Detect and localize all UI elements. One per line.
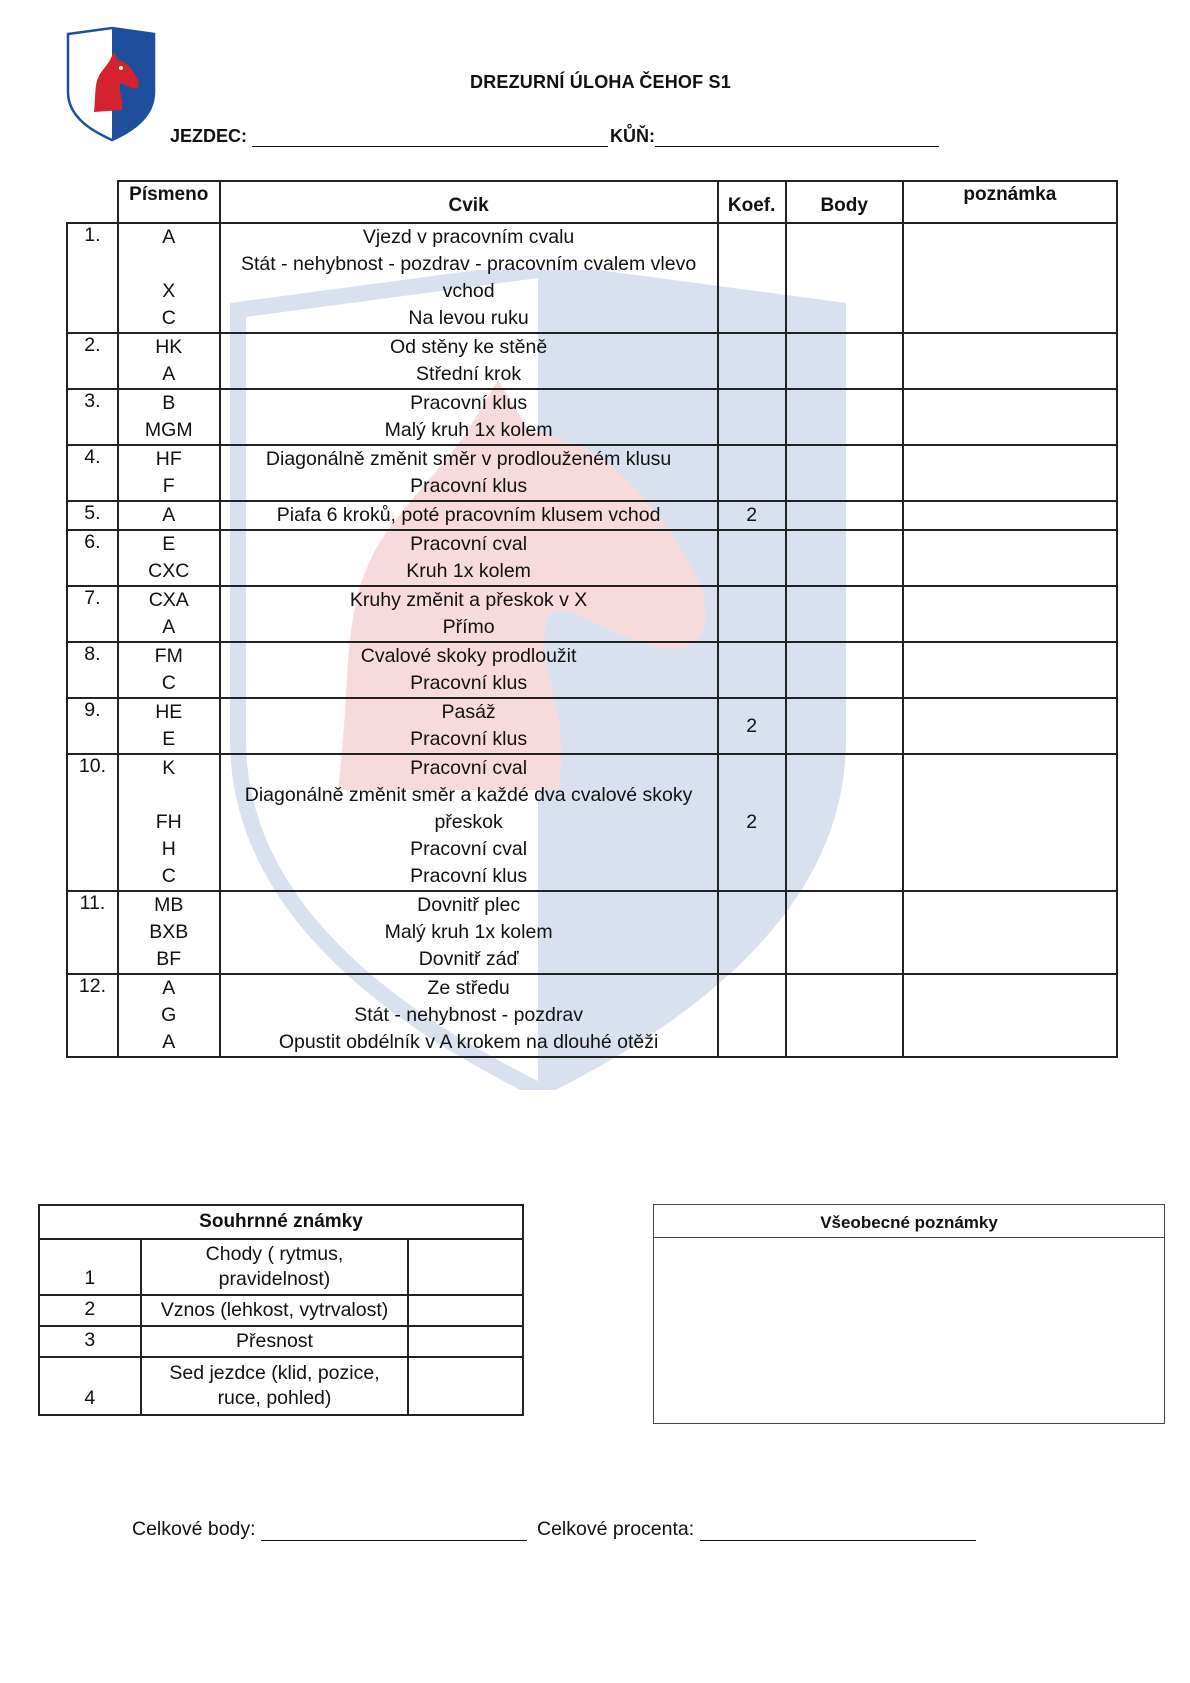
exercise-text: Cvalové skoky prodloužit [360,645,577,667]
arena-letter: FH [155,811,182,833]
arena-letter: A [162,1031,176,1053]
arena-letter: X [162,280,176,302]
arena-letter: BXB [149,921,189,943]
letter-cell [118,698,220,754]
exercise-number: 11. [67,891,118,974]
note-cell[interactable] [903,389,1117,445]
arena-letter: C [161,865,176,887]
horse-field[interactable] [610,126,939,147]
points-cell[interactable] [786,445,903,501]
note-cell[interactable] [903,698,1117,754]
coef-cell [718,530,786,586]
exercise-table [66,180,1118,1058]
exercise-cell [220,698,718,754]
exercise-text: Piafa 6 kroků, poté pracovním klusem vchod [276,504,661,526]
table-row [67,333,1117,389]
summary-number: 2 [39,1295,141,1326]
summary-score-cell[interactable] [408,1239,523,1295]
arena-letter: CXA [148,589,189,611]
table-row [67,754,1117,891]
summary-number: 3 [39,1326,141,1357]
exercise-number: 5. [67,501,118,530]
summary-header-row [39,1205,523,1239]
exercise-cell [220,333,718,389]
rider-label: JEZDEC: [170,126,248,146]
exercise-cell [220,642,718,698]
summary-score-cell[interactable] [408,1295,523,1326]
arena-letter: E [162,728,176,750]
summary-score-cell[interactable] [408,1326,523,1357]
points-cell[interactable] [786,754,903,891]
exercise-number: 4. [67,445,118,501]
rider-input-line[interactable] [252,128,608,147]
exercise-cell [220,754,718,891]
summary-number: 1 [39,1239,141,1295]
arena-letter: F [162,475,175,497]
note-cell[interactable] [903,642,1117,698]
letter-cell [118,333,220,389]
exercise-text: Střední krok [416,363,522,385]
letter-cell [118,530,220,586]
table-row [67,698,1117,754]
summary-criterion: Chody ( rytmus, pravidelnost) [141,1239,409,1295]
header-points: Body [786,181,903,223]
exercise-cell [220,501,718,530]
note-cell[interactable] [903,754,1117,891]
summary-row [39,1326,523,1357]
exercise-text: Malý kruh 1x kolem [384,419,553,441]
table-row [67,223,1117,333]
exercise-number: 12. [67,974,118,1057]
note-cell[interactable] [903,445,1117,501]
summary-criterion: Vznos (lehkost, vytrvalost) [141,1295,409,1326]
letter-cell [118,445,220,501]
exercise-text: Pracovní klus [410,475,528,497]
exercise-text: Pracovní klus [410,865,528,887]
points-cell[interactable] [786,642,903,698]
points-cell[interactable] [786,530,903,586]
exercise-text: Na levou ruku [408,307,529,329]
coef-cell: 2 [718,698,786,754]
exercise-number: 6. [67,530,118,586]
total-percent-input-line[interactable] [700,1522,976,1541]
exercise-text: Opustit obdélník v A krokem na dlouhé otěži [278,1031,659,1053]
arena-letter: A [162,504,176,526]
table-row [67,891,1117,974]
arena-letter: HF [155,448,182,470]
summary-row [39,1239,523,1295]
exercise-text: Vjezd v pracovním cvalu [362,226,575,248]
exercise-cell [220,974,718,1057]
exercise-number: 1. [67,223,118,333]
arena-letter: A [162,363,176,385]
summary-table [38,1204,524,1416]
exercise-text: Pracovní cval [410,533,528,555]
points-cell[interactable] [786,333,903,389]
arena-letter: B [162,392,176,414]
arena-letter: A [162,616,176,638]
general-notes-box[interactable] [653,1204,1165,1424]
note-cell[interactable] [903,586,1117,642]
note-cell[interactable] [903,333,1117,389]
exercise-text: Pasáž [441,701,496,723]
letter-cell [118,223,220,333]
coef-cell: 2 [718,501,786,530]
arena-letter: K [162,757,176,779]
coef-cell [718,223,786,333]
exercise-cell [220,223,718,333]
exercise-cell [220,530,718,586]
table-header-row [67,181,1117,223]
summary-criterion: Přesnost [141,1326,409,1357]
exercise-text: Pracovní cval [410,757,528,779]
arena-letter: HK [155,336,183,358]
table-row [67,445,1117,501]
horse-input-line[interactable] [655,128,939,147]
coef-cell [718,445,786,501]
summary-criterion: Sed jezdce (klid, pozice, ruce, pohled) [141,1357,409,1415]
arena-letter: FM [154,645,183,667]
table-row [67,501,1117,530]
table-row [67,974,1117,1057]
exercise-text: Pracovní klus [410,728,528,750]
arena-letter: E [162,533,176,555]
general-notes-title: Všeobecné poznámky [654,1205,1164,1238]
coef-cell [718,974,786,1057]
exercise-text: Stát - nehybnost - pozdrav - pracovním cvalem vlevo vchod [240,253,697,302]
points-cell[interactable] [786,974,903,1057]
table-row [67,642,1117,698]
summary-row [39,1295,523,1326]
arena-letter: C [161,307,176,329]
coef-cell [718,389,786,445]
exercise-number: 10. [67,754,118,891]
exercise-cell [220,586,718,642]
rider-field[interactable] [170,126,608,147]
arena-letter: G [161,1004,177,1026]
points-cell[interactable] [786,501,903,530]
coef-cell [718,891,786,974]
exercise-text: Stát - nehybnost - pozdrav [354,1004,583,1026]
total-percent-field[interactable] [537,1518,976,1541]
exercise-text: Kruh 1x kolem [406,560,531,582]
points-cell[interactable] [786,223,903,333]
points-cell[interactable] [786,586,903,642]
note-cell[interactable] [903,974,1117,1057]
horse-shield-logo [64,26,158,142]
exercise-text: Malý kruh 1x kolem [384,921,553,943]
note-cell[interactable] [903,501,1117,530]
coef-cell [718,642,786,698]
summary-row [39,1357,523,1415]
exercise-number: 2. [67,333,118,389]
letter-cell [118,642,220,698]
header-note: poznámka [903,181,1117,223]
exercise-number: 9. [67,698,118,754]
arena-letter: MB [154,894,184,916]
coef-cell [718,586,786,642]
coef-cell [718,333,786,389]
coef-cell: 2 [718,754,786,891]
letter-cell [118,501,220,530]
letter-cell [118,974,220,1057]
table-row [67,389,1117,445]
exercise-text: Kruhy změnit a přeskok v X [349,589,588,611]
total-points-field[interactable] [132,1518,527,1541]
exercise-text: Ze středu [427,977,510,999]
exercise-text: Dovnitř plec [417,894,521,916]
exercise-number: 7. [67,586,118,642]
arena-letter: A [162,226,176,248]
exercise-text: Pracovní klus [410,392,528,414]
table-row [67,530,1117,586]
arena-letter: A [162,977,176,999]
arena-letter: HE [155,701,183,723]
points-cell[interactable] [786,389,903,445]
points-cell[interactable] [786,891,903,974]
arena-letter: BF [156,948,182,970]
exercise-cell [220,891,718,974]
header-coef: Koef. [718,181,786,223]
summary-score-cell[interactable] [408,1357,523,1415]
total-points-input-line[interactable] [261,1522,527,1541]
note-cell[interactable] [903,530,1117,586]
arena-letter: H [161,838,176,860]
header-number [67,181,118,223]
exercise-text: Přímo [442,616,495,638]
letter-cell [118,586,220,642]
arena-letter: CXC [148,560,190,582]
arena-letter: C [161,672,176,694]
table-row [67,586,1117,642]
arena-letter: MGM [144,419,193,441]
header-letter: Písmeno [118,181,220,223]
note-cell[interactable] [903,223,1117,333]
exercise-number: 8. [67,642,118,698]
horse-label: KŮŇ: [610,126,655,146]
note-cell[interactable] [903,891,1117,974]
page-title: DREZURNÍ ÚLOHA ČEHOF S1 [470,72,731,92]
summary-title: Souhrnné známky [39,1205,523,1239]
exercise-text: Diagonálně změnit směr v prodlouženém klusu [265,448,672,470]
exercise-cell [220,445,718,501]
letter-cell [118,891,220,974]
total-percent-label: Celkové procenta: [537,1518,695,1540]
letter-cell [118,389,220,445]
exercise-text: Diagonálně změnit směr a každé dva cvalové skoky přeskok [244,784,693,833]
points-cell[interactable] [786,698,903,754]
summary-number: 4 [39,1357,141,1415]
exercise-text: Od stěny ke stěně [390,336,548,358]
exercise-text: Dovnitř záď [418,948,519,970]
exercise-text: Pracovní cval [410,838,528,860]
exercise-cell [220,389,718,445]
header-exercise: Cvik [220,181,718,223]
letter-cell [118,754,220,891]
exercise-number: 3. [67,389,118,445]
exercise-text: Pracovní klus [410,672,528,694]
total-points-label: Celkové body: [132,1518,256,1540]
